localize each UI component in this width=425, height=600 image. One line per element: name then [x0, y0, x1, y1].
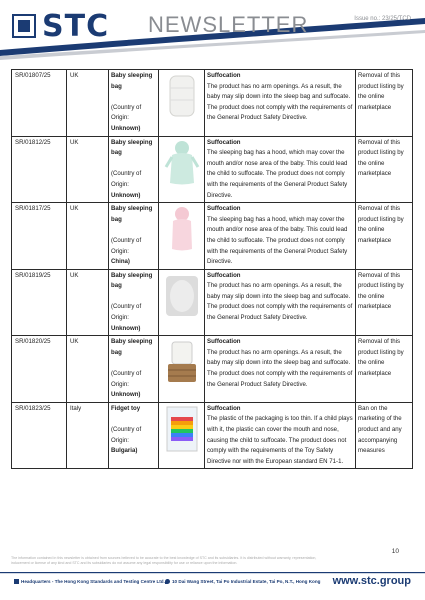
hazard-description: The sleeping bag has a hood, which may cover the mouth and/or nose area of the baby. This could lead the child to suffocate. The product does not comply with the requirements of the General Product Safety Directive. [207, 215, 348, 266]
sleeping-bag-in-basket-image [164, 338, 200, 386]
notifying-country: UK [67, 336, 109, 403]
origin-label: (Country of Origin: [111, 426, 142, 444]
hazard-description: The product has no arm openings. As a result, the baby may slip down into the sleep bag and suffocate. The product does not comply with the requirements of the General Product Safety Directive. [207, 82, 353, 122]
risk-type: Suffocation [207, 338, 241, 346]
measures-taken: Removal of this product listing by the online marketplace [358, 271, 404, 311]
issue-number: Issue no.: 23/25/TCD [354, 16, 411, 22]
hazard-description: The sleeping bag has a hood, which may cover the mouth and/or nose area of the baby. This could lead the child to suffocate. The product does not comply with the requirements of the General Product Safety Directive. [207, 149, 348, 199]
hazard-cell [205, 336, 356, 403]
notifying-country: UK [67, 136, 109, 203]
hazard-cell [205, 402, 356, 469]
risk-type: Suffocation [207, 404, 241, 412]
table-row [12, 203, 413, 270]
measures-taken: Removal of this product listing by the online marketplace [358, 72, 404, 111]
page-number: 10 [391, 548, 399, 555]
reference-number: SR/01807/25 [12, 70, 67, 137]
product-image-cell [159, 402, 205, 469]
origin-label: (Country of Origin: [111, 170, 142, 188]
notifying-country: UK [67, 70, 109, 137]
product-cell [109, 203, 159, 270]
origin-label: (Country of Origin: [111, 303, 142, 322]
measures-taken: Removal of this product listing by the online marketplace [358, 205, 404, 244]
measures-cell [356, 336, 413, 403]
table-row [12, 402, 413, 469]
product-image-cell [159, 203, 205, 270]
stc-logo-mark-icon [12, 14, 36, 38]
reference-number: SR/01823/25 [12, 402, 67, 469]
address-line: 10 Dai Wang Street, Tai Po Industrial Estate, Tai Po, N.T., Hong Kong [165, 579, 320, 584]
grey-fluffy-sleeping-bag-image [164, 272, 200, 320]
notifying-country: UK [67, 269, 109, 336]
measures-taken: Removal of this product listing by the online marketplace [358, 338, 404, 378]
table-row [12, 269, 413, 336]
risk-type: Suffocation [207, 271, 241, 279]
disclaimer-text: The information contained in this newsletter is obtained from sources believed to be accurate to the best knowledge of STC and its subsidiaries. It is distributed without warranty, representation, inducement or license of any kind and STC and its subsidiaries do not assume any legal responsibility for use or reliance upon the information. [11, 556, 317, 565]
measures-cell [356, 203, 413, 270]
website-link[interactable]: www.stc.group [332, 575, 411, 587]
pink-hooded-sleeping-bag-image [164, 205, 200, 253]
product-cell [109, 269, 159, 336]
stc-logo [12, 9, 122, 44]
hazard-cell [205, 269, 356, 336]
product-name: Baby sleeping bag [111, 138, 153, 157]
rainbow-pop-fidget-toy-image [164, 405, 200, 453]
reference-number: SR/01819/25 [12, 269, 67, 336]
recall-table [11, 69, 413, 469]
measures-cell [356, 269, 413, 336]
product-image-cell [159, 70, 205, 137]
origin-country: Unknown) [111, 191, 141, 199]
origin-label: (Country of Origin: [111, 236, 142, 255]
product-name: Baby sleeping bag [111, 338, 153, 356]
origin-country: Unknown) [111, 391, 141, 399]
origin-country: Unknown) [111, 324, 141, 332]
notifying-country: Italy [67, 402, 109, 469]
reference-number: SR/01820/25 [12, 336, 67, 403]
product-name: Baby sleeping bag [111, 205, 153, 223]
mint-hooded-sleeping-bag-image [164, 139, 200, 187]
product-cell [109, 136, 159, 203]
newsletter-title: NEWSLETTER [148, 12, 309, 37]
hazard-cell [205, 136, 356, 203]
origin-country: Unknown) [111, 124, 141, 132]
risk-type: Suffocation [207, 138, 241, 146]
product-cell [109, 70, 159, 137]
measures-taken: Removal of this product listing by the online marketplace [358, 138, 404, 178]
headquarters-line: Headquarters - The Hong Kong Standards and Testing Centre Ltd. [14, 579, 165, 584]
product-image-cell [159, 269, 205, 336]
building-icon [14, 579, 19, 584]
risk-type: Suffocation [207, 205, 241, 213]
hazard-cell [205, 203, 356, 270]
product-name: Baby sleeping bag [111, 72, 153, 90]
product-image-cell [159, 136, 205, 203]
table-row [12, 70, 413, 137]
table-row [12, 136, 413, 203]
origin-label: (Country of Origin: [111, 370, 142, 388]
product-cell [109, 336, 159, 403]
origin-label: (Country of Origin: [111, 103, 142, 122]
table-row [12, 336, 413, 403]
hazard-description: The product has no arm openings. As a result, the baby may slip down into the sleep bag and suffocate. The product does not comply with the requirements of the General Product Safety Directive. [207, 282, 353, 322]
footer-bar [0, 572, 425, 600]
product-image-cell [159, 336, 205, 403]
stc-logo-text: STC [42, 9, 110, 44]
measures-cell [356, 402, 413, 469]
hazard-description: The product has no arm openings. As a result, the baby may slip down into the sleep bag and suffocate. The product does not comply with the requirements of the General Product Safety Directive. [207, 348, 353, 388]
location-pin-icon [165, 579, 170, 584]
product-name: Fidget toy [111, 404, 141, 412]
notifying-country: UK [67, 203, 109, 270]
newsletter-header [0, 0, 425, 62]
measures-cell [356, 136, 413, 203]
measures-cell [356, 70, 413, 137]
origin-country: Bulgaria) [111, 447, 138, 455]
risk-type: Suffocation [207, 72, 241, 79]
white-padded-sleeping-bag-image [164, 72, 200, 120]
origin-country: China) [111, 258, 130, 266]
hazard-cell [205, 70, 356, 137]
measures-taken: Ban on the marketing of the product and any accompanying measures [358, 404, 402, 455]
hazard-description: The plastic of the packaging is too thin. If a child plays with it, the plastic can cover the mouth and nose, causing the child to suffocate. The product does not comply with the requirements of the Toy Safety Directive nor with the European standard EN 71-1. [207, 415, 353, 465]
product-cell [109, 402, 159, 469]
reference-number: SR/01812/25 [12, 136, 67, 203]
reference-number: SR/01817/25 [12, 203, 67, 270]
product-name: Baby sleeping bag [111, 271, 153, 290]
